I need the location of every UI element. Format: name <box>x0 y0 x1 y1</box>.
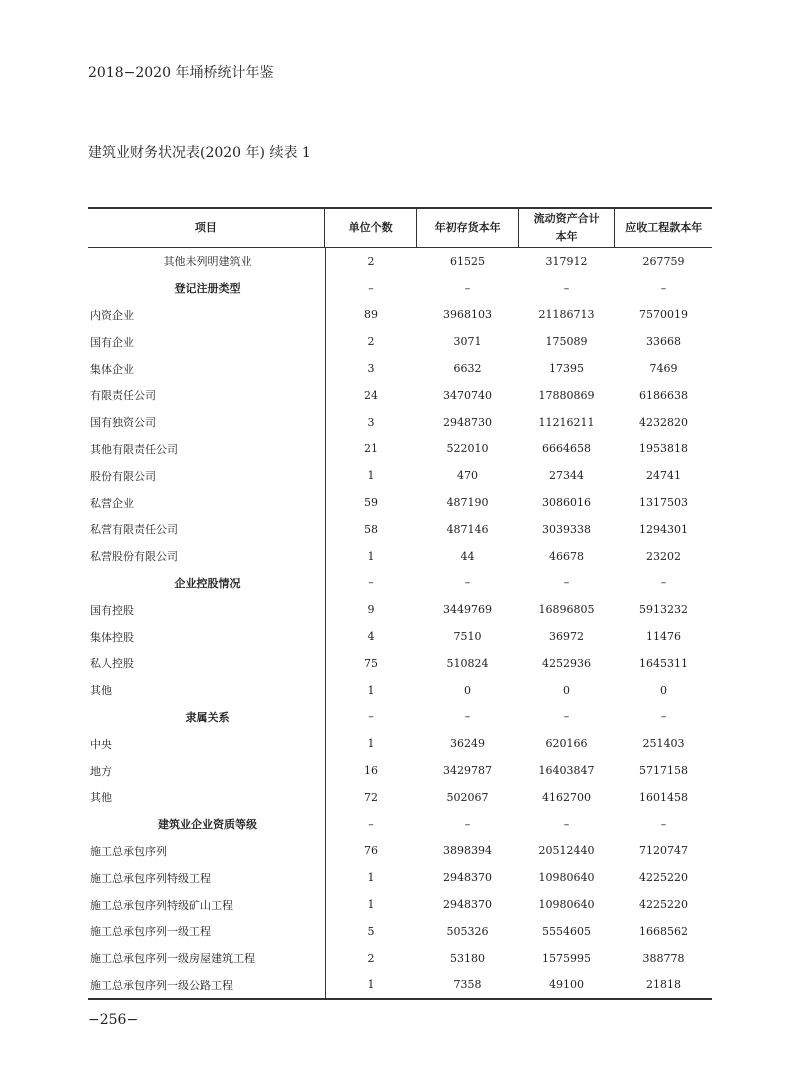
unit-count: 59 <box>364 496 378 510</box>
table-row <box>88 918 712 945</box>
inventory: 2948370 <box>443 871 492 885</box>
unit-count: 1 <box>367 737 375 751</box>
table-row <box>88 864 712 891</box>
row-label: 国有控股 <box>90 603 134 617</box>
row-label: 企业控股情况 <box>174 576 241 590</box>
current-assets: 49100 <box>549 978 584 992</box>
unit-count: – <box>368 281 374 295</box>
current-assets: 16403847 <box>538 764 595 778</box>
inventory: 470 <box>457 469 478 483</box>
receivables: 7469 <box>649 362 678 376</box>
table-row <box>88 355 712 382</box>
unit-count: 2 <box>367 254 375 268</box>
row-label: 施工总承包序列一级房屋建筑工程 <box>90 952 255 966</box>
unit-count: 1 <box>367 549 375 563</box>
receivables: 21818 <box>646 978 681 992</box>
header-units: 单位个数 <box>324 209 417 247</box>
receivables: – <box>660 817 667 831</box>
receivables: 1601458 <box>639 790 688 804</box>
running-head: 2018−2020 年埇桥统计年鉴 <box>88 65 274 81</box>
inventory: 505326 <box>446 924 489 938</box>
current-assets: 5554605 <box>542 924 591 938</box>
current-assets: 21186713 <box>538 308 595 322</box>
unit-count: 76 <box>364 844 378 858</box>
inventory: 61525 <box>450 254 485 268</box>
row-label: 其他 <box>90 684 112 698</box>
section-row <box>88 570 712 597</box>
current-assets: 46678 <box>549 549 584 563</box>
unit-count: 75 <box>364 656 378 670</box>
current-assets: 1575995 <box>542 951 591 965</box>
current-assets: 17880869 <box>538 388 595 402</box>
table-row <box>88 596 712 623</box>
row-label: 私营有限责任公司 <box>90 523 178 537</box>
current-assets: – <box>563 576 570 590</box>
inventory: 3968103 <box>443 308 492 322</box>
inventory: 53180 <box>450 951 485 965</box>
inventory: 36249 <box>450 737 485 751</box>
inventory: 7358 <box>453 978 482 992</box>
table-row <box>88 891 712 918</box>
row-label: 其他 <box>90 791 112 805</box>
unit-count: 24 <box>364 388 378 402</box>
table-row <box>88 757 712 784</box>
row-label: 集体控股 <box>90 630 134 644</box>
unit-count: – <box>368 710 374 724</box>
receivables: 388778 <box>642 951 685 965</box>
table-row <box>88 730 712 757</box>
unit-count: 1 <box>367 978 375 992</box>
table-caption: 建筑业财务状况表(2020 年) 续表 1 <box>88 145 311 161</box>
section-row <box>88 704 712 731</box>
current-assets: 3086016 <box>542 496 591 510</box>
unit-count: 2 <box>367 951 375 965</box>
receivables: – <box>660 710 667 724</box>
receivables: 5913232 <box>639 603 688 617</box>
current-assets: 16896805 <box>538 603 595 617</box>
receivables: 251403 <box>642 737 685 751</box>
row-label: 内资企业 <box>90 308 134 322</box>
unit-count: 1 <box>367 683 375 697</box>
table-row <box>88 328 712 355</box>
receivables: 4225220 <box>639 898 688 912</box>
current-assets: 0 <box>563 683 570 697</box>
inventory: 510824 <box>446 656 489 670</box>
table-row <box>88 462 712 489</box>
header-item: 项目 <box>194 221 217 234</box>
receivables: 23202 <box>646 549 681 563</box>
table-row <box>88 784 712 811</box>
current-assets: 11216211 <box>538 415 595 429</box>
inventory: 487190 <box>446 496 489 510</box>
table-row <box>88 489 712 516</box>
unit-count: 9 <box>367 603 375 617</box>
inventory: – <box>464 710 471 724</box>
receivables: 1317503 <box>639 496 688 510</box>
financial-table <box>88 207 712 1000</box>
row-label: 其他未列明建筑业 <box>163 255 252 269</box>
row-label: 施工总承包序列一级公路工程 <box>90 978 233 992</box>
table-row <box>88 677 712 704</box>
row-label: 私人控股 <box>90 657 134 671</box>
row-label: 中央 <box>90 737 112 751</box>
table-row <box>88 248 712 275</box>
inventory: 2948730 <box>443 415 492 429</box>
current-assets: 17395 <box>549 362 584 376</box>
current-assets: 27344 <box>549 469 584 483</box>
row-label: 集体企业 <box>90 362 134 376</box>
current-assets: 4252936 <box>542 656 591 670</box>
current-assets: – <box>563 281 570 295</box>
receivables: – <box>660 281 667 295</box>
receivables: 1953818 <box>639 442 688 456</box>
unit-count: 1 <box>367 898 375 912</box>
current-assets: 3039338 <box>542 522 591 536</box>
receivables: 24741 <box>646 469 681 483</box>
inventory: – <box>464 281 471 295</box>
unit-count: 5 <box>367 924 375 938</box>
row-label: 登记注册类型 <box>174 282 241 296</box>
receivables: 1645311 <box>639 656 688 670</box>
inventory: 3449769 <box>443 603 492 617</box>
unit-count: 72 <box>364 790 378 804</box>
row-label: 地方 <box>90 764 112 778</box>
inventory: 0 <box>464 683 471 697</box>
inventory: 3898394 <box>443 844 492 858</box>
unit-count: – <box>368 576 374 590</box>
inventory: – <box>464 576 471 590</box>
inventory: 2948370 <box>443 898 492 912</box>
section-row <box>88 275 712 302</box>
table-row <box>88 516 712 543</box>
row-label: 施工总承包序列特级工程 <box>90 871 211 885</box>
row-label: 其他有限责任公司 <box>90 442 178 456</box>
receivables: 6186638 <box>639 388 688 402</box>
receivables: 4232820 <box>639 415 688 429</box>
row-label: 施工总承包序列一级工程 <box>90 925 211 939</box>
table-row <box>88 972 712 999</box>
inventory: – <box>464 817 471 831</box>
header-current-assets: 流动资产合计本年 <box>518 209 615 247</box>
current-assets: 620166 <box>545 737 588 751</box>
unit-count: 3 <box>367 362 375 376</box>
unit-count: 1 <box>367 871 375 885</box>
inventory: 487146 <box>446 522 489 536</box>
page-number: −256− <box>88 1012 139 1028</box>
row-label: 隶属关系 <box>185 710 230 724</box>
row-label: 有限责任公司 <box>90 389 156 403</box>
unit-count: 89 <box>364 308 378 322</box>
table-row <box>88 302 712 329</box>
table-row <box>88 945 712 972</box>
section-row <box>88 811 712 838</box>
table-row <box>88 409 712 436</box>
receivables: 1294301 <box>639 522 688 536</box>
header-inventory: 年初存货本年 <box>416 209 517 247</box>
unit-count: 3 <box>367 415 375 429</box>
row-label: 建筑业企业资质等级 <box>158 818 257 832</box>
header-receivables: 应收工程款本年 <box>614 209 712 247</box>
current-assets: 20512440 <box>538 844 595 858</box>
table-header <box>88 209 712 248</box>
receivables: 267759 <box>642 254 685 268</box>
current-assets: 175089 <box>545 335 588 349</box>
inventory: 44 <box>460 549 475 563</box>
row-label: 国有企业 <box>90 335 134 349</box>
current-assets: – <box>563 710 570 724</box>
current-assets: 10980640 <box>538 898 595 912</box>
inventory: 522010 <box>446 442 489 456</box>
table-row <box>88 382 712 409</box>
inventory: 6632 <box>453 362 482 376</box>
inventory: 3470740 <box>443 388 492 402</box>
receivables: 0 <box>660 683 667 697</box>
unit-count: 58 <box>364 522 378 536</box>
receivables: 7120747 <box>639 844 688 858</box>
inventory: 3071 <box>453 335 482 349</box>
inventory: 502067 <box>446 790 489 804</box>
row-label: 施工总承包序列 <box>90 844 167 858</box>
current-assets: 317912 <box>545 254 588 268</box>
current-assets: – <box>563 817 570 831</box>
row-label: 股份有限公司 <box>90 469 156 483</box>
table-row <box>88 623 712 650</box>
table-row <box>88 543 712 570</box>
current-assets: 6664658 <box>542 442 591 456</box>
table-row <box>88 838 712 865</box>
unit-count: – <box>368 817 374 831</box>
unit-count: 4 <box>367 630 375 644</box>
row-label: 私营股份有限公司 <box>90 550 178 564</box>
current-assets: 10980640 <box>538 871 595 885</box>
unit-count: 2 <box>367 335 375 349</box>
row-label: 私营企业 <box>90 496 134 510</box>
receivables: 33668 <box>646 335 681 349</box>
table-row <box>88 650 712 677</box>
unit-count: 16 <box>364 764 378 778</box>
receivables: 1668562 <box>639 924 688 938</box>
unit-count: 21 <box>364 442 378 456</box>
current-assets: 36972 <box>549 630 584 644</box>
current-assets: 4162700 <box>542 790 591 804</box>
table-row <box>88 436 712 463</box>
inventory: 3429787 <box>443 764 492 778</box>
receivables: 5717158 <box>639 764 688 778</box>
inventory: 7510 <box>453 630 482 644</box>
receivables: 7570019 <box>639 308 688 322</box>
row-label: 国有独资公司 <box>90 416 156 430</box>
table-body <box>88 248 712 998</box>
receivables: 4225220 <box>639 871 688 885</box>
unit-count: 1 <box>367 469 375 483</box>
row-label: 施工总承包序列特级矿山工程 <box>90 898 233 912</box>
receivables: – <box>660 576 667 590</box>
receivables: 11476 <box>646 630 681 644</box>
